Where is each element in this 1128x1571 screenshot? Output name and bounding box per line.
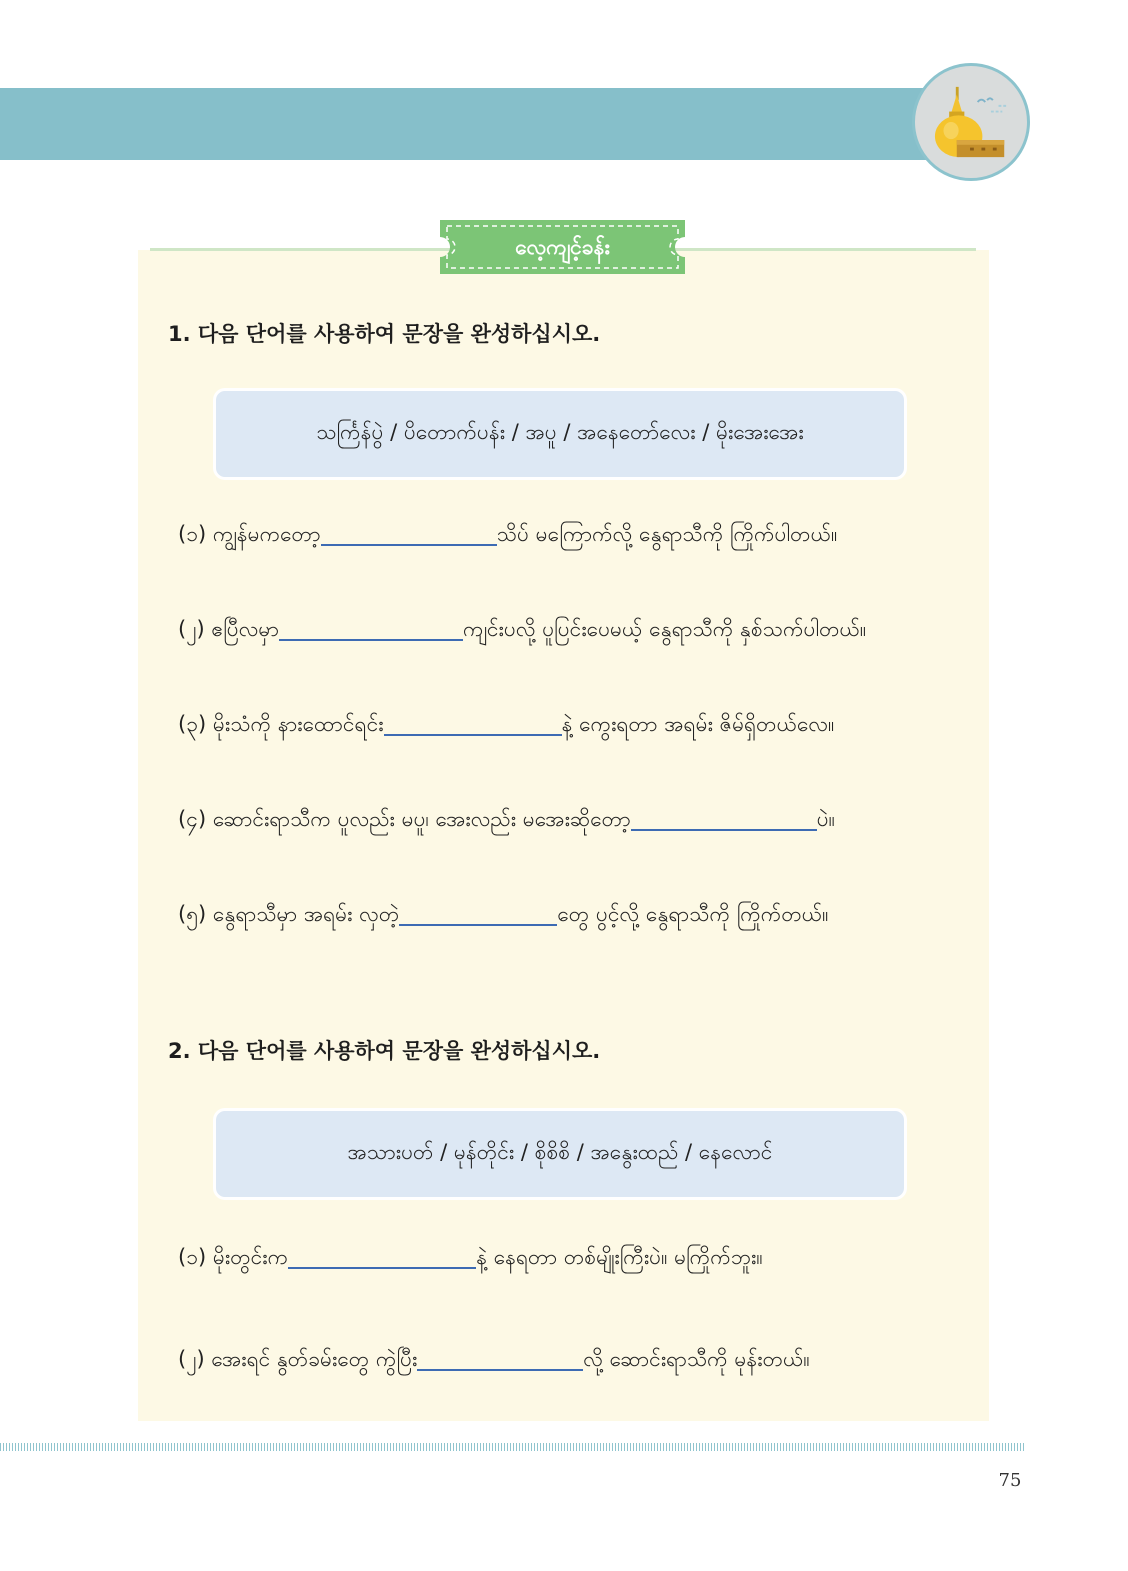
exercise-2-sentence-1 xyxy=(178,1235,763,1275)
page-number: 75 xyxy=(998,1470,1022,1491)
exercise-1-sentence-1 xyxy=(178,512,837,552)
answer-blank[interactable] xyxy=(631,829,817,831)
answer-blank[interactable] xyxy=(417,1369,583,1371)
exercise-1-word-bank: သင်္ကြန်ပွဲ / ပိတောက်ပန်း / အပူ / အနေတော်လေး / မိုးအေးအေး xyxy=(213,388,907,480)
sentence-text-after: ပဲ။ xyxy=(816,807,836,831)
sentence-text-after: ကျင်းပလို့ ပူပြင်းပေမယ့် နွေရာသီကို နှစ်သက်ပါတယ်။ xyxy=(463,617,867,641)
sentence-text-after: လို့ ဆောင်းရာသီကို မုန်းတယ်။ xyxy=(583,1347,810,1371)
exercise-1-sentence-3 xyxy=(178,702,834,742)
section-title: လေ့ကျင့်ခန်း xyxy=(515,235,610,259)
sentence-text-after: နဲ့ ကွေးရတာ အရမ်း ဇိမ်ရှိတယ်လေ။ xyxy=(561,712,835,736)
answer-blank[interactable] xyxy=(288,1267,476,1269)
sentence-text-before: (၅) နွေရာသီမှာ အရမ်း လှတဲ့ xyxy=(178,902,400,926)
sentence-text-after: သိပ် မကြောက်လို့ နွေရာသီကို ကြိုက်ပါတယ်။ xyxy=(496,522,838,546)
bottom-rule xyxy=(0,1443,1026,1451)
sentence-text-before: (၁) ကျွန်မကတော့ xyxy=(178,522,321,546)
sentence-text-before: (၁) မိုးတွင်းက xyxy=(178,1245,289,1269)
exercise-2-word-bank: အသားပတ် / မုန်တိုင်း / စိုစိစိ / အနွေးထည် / နေလောင် xyxy=(213,1108,907,1200)
exercise-2-sentence-2 xyxy=(178,1337,810,1377)
pagoda-icon xyxy=(912,63,1030,181)
sentence-text-after: တွေ ပွင့်လို့ နွေရာသီကို ကြိုက်တယ်။ xyxy=(557,902,829,926)
exercise-1-sentence-5 xyxy=(178,892,829,932)
sentence-text-after: နဲ့ နေရတာ တစ်မျိုးကြီးပဲ။ မကြိုက်ဘူး။ xyxy=(476,1245,763,1269)
answer-blank[interactable] xyxy=(399,924,557,926)
answer-blank[interactable] xyxy=(321,544,497,546)
answer-blank[interactable] xyxy=(384,734,562,736)
sentence-text-before: (၃) မိုးသံကို နားထောင်ရင်း xyxy=(178,712,384,736)
sentence-text-before: (၄) ဆောင်းရာသီက ပူလည်း မပူ၊ အေးလည်း မအေးဆိုတော့ xyxy=(178,807,631,831)
exercise-1-sentence-2 xyxy=(178,607,866,647)
section-banner xyxy=(440,220,685,274)
header-band xyxy=(0,88,960,160)
sentence-text-before: (၂) အေးရင် နွတ်ခမ်းတွေ ကွဲပြီး xyxy=(178,1347,418,1371)
exercise-1-sentence-4 xyxy=(178,797,835,837)
answer-blank[interactable] xyxy=(279,639,463,641)
sentence-text-before: (၂) ဧပြီလမှာ xyxy=(178,617,280,641)
exercise-1-instruction: 1. 다음 단어를 사용하여 문장을 완성하십시오. xyxy=(168,322,601,346)
exercise-2-instruction: 2. 다음 단어를 사용하여 문장을 완성하십시오. xyxy=(168,1039,601,1063)
